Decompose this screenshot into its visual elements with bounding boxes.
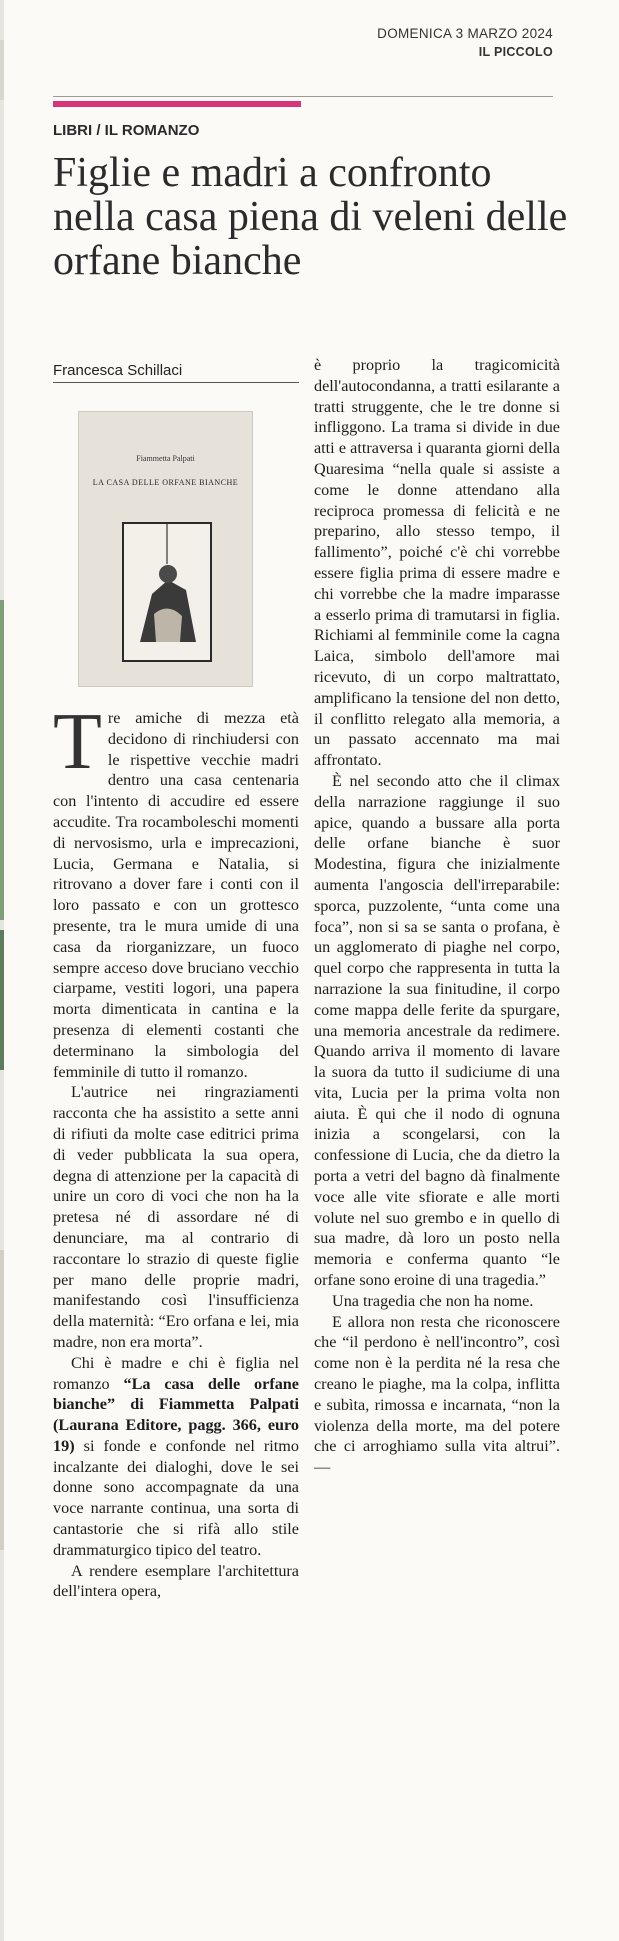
article-column-1 [53, 698, 299, 1602]
page-header [377, 26, 553, 59]
section-accent-bar [53, 101, 301, 107]
paragraph-4-start: A rendere esemplare l'architettura dell'intera opera, [53, 1561, 299, 1601]
paragraph-2: L'autrice nei ringraziamenti racconta che ha assistito a sette anni di rifiuti da molte case editrici prima di veder pubblicata la sua opera, degna di attenzione per la capacità di unire un coro di voci che non ha la pretesa né di assordare né di denunciare, ma al contrario di raccontare lo strazio di queste figlie per mano delle proprie madri, manifestando così l'insufficienza della maternità: “Ero orfana e lei, mia madre, non era morta”. [53, 1083, 299, 1351]
byline-rule [53, 382, 299, 383]
article-column-2 [314, 355, 560, 1478]
paragraph-7: E allora non resta che riconoscere che “il perdono è nell'incontro”, così come non è la perdita né la resa che creano le piaghe, ma la colpa, inflitta e subìta, rimossa e incarnata, “non la violenza della morte, ma del potere che ci arroghiamo sulla vita altrui”. — [314, 1312, 560, 1477]
paragraph-1 [53, 698, 299, 1082]
article-headline: Figlie e madri a confronto nella casa piena di veleni delle orfane bianche [53, 150, 568, 284]
paragraph-1-text: re amiche di mezza età decidono di rinchiudersi con le rispettive vecchie madri dentro una casa centenaria con l'intento di accudire ed essere accudite. Tra rocamboleschi momenti di nervosismo, urla e imprecazioni, Lucia, Germana e Natalia, si ritrovano a dover fare i conti con il loro passato e con un grottesco presente, tra le mura umide di una casa da riorganizzare, un fuoco sempre acceso dove bruciano vecchio ciarpame, vestiti logori, una papera morta dimenticata in cantina e la presenza di elementi costanti che determinano la simbologia del femminile di tutto il romanzo. [53, 709, 299, 1081]
paragraph-3 [53, 1353, 299, 1561]
cover-author: Fiammetta Palpati [136, 454, 195, 463]
left-edge-strip [0, 0, 4, 1941]
paragraph-6: Una tragedia che non ha nome. [332, 1291, 534, 1310]
cover-illustration [122, 522, 212, 662]
paragraph-3-intro: Chi è madre e chi è figlia nel romanzo [53, 1353, 299, 1393]
paragraph-4-continued: è proprio la tragicomicità dell'autocondanna, a tratti esilarante a tratti struggente, che le tre donne si infliggono. La trama si divide in due atti e attraversa i quaranta giorni della Quaresima “nella quale si assiste a come le donne attendano alla reciproca promessa di felicità e ne preparino, allo stesso tempo, il fallimento”, poiché c'è chi vorrebbe essere figlia prima di essere madre e chi vorrebbe che la madre imparasse a esserlo prima di tramutarsi in figlia. Richiami al femminile come la cagna Laica, simbolo dell'amore mai ricevuto, di un corpo maltrattato, amplificano la tensione del non detto, il conflitto relegato alla memoria, a un passato accennato ma mai affrontato. [314, 356, 560, 770]
author-byline: Francesca Schillaci [53, 362, 183, 379]
paragraph-3-text: si fonde e confonde nel ritmo incalzante dei dialoghi, dove le sei donne sono accompagnate da una voce narrante continua, una sorta di cantastorie che si rifà allo stile drammaturgico tipico del teatro. [53, 1436, 299, 1559]
cover-title: LA CASA DELLE ORFANE BIANCHE [92, 478, 239, 487]
cover-illustration-art [124, 524, 210, 660]
book-cover-image [79, 412, 252, 686]
newspaper-name: IL PICCOLO [478, 45, 553, 59]
header-rule [53, 96, 553, 97]
issue-date: DOMENICA 3 MARZO 2024 [377, 26, 553, 41]
section-kicker: LIBRI / IL ROMANZO [53, 122, 200, 139]
drop-cap: T [53, 698, 102, 786]
book-reference: “La casa delle orfane bianche” di Fiammetta Palpati (Laurana Editore, pagg. 366, euro 19) [53, 1374, 299, 1455]
paragraph-5: È nel secondo atto che il climax della narrazione raggiunge il suo apice, quando a bussare alla porta delle orfane bianche è suor Modestina, figura che inizialmente aumenta l'angoscia dell'irreparabile: sporca, puzzolente, “unta come una foca”, non si sa se santa o profana, è un agglomerato di piaghe nel corpo, quel corpo che rappresenta in tutta la narrazione la sua finitudine, il corpo come mappa delle ferite da spurgare, una memoria ancestrale da redimere. Quando arriva il momento di lavare la suora da tutto il sudiciume di una vita, Lucia per la prima volta non aiuta. È qui che il nodo di ognuna inizia a scongelarsi, con la confessione di Lucia, che da dietro la porta a vetri del bagno dà finalmente voce alle vite sfiorate e alle morti volute nel suo grembo e in quello di sua madre, dà loro un posto nella memoria e conferma quanto “le orfane sono eroine di una tragedia.” [314, 771, 560, 1290]
